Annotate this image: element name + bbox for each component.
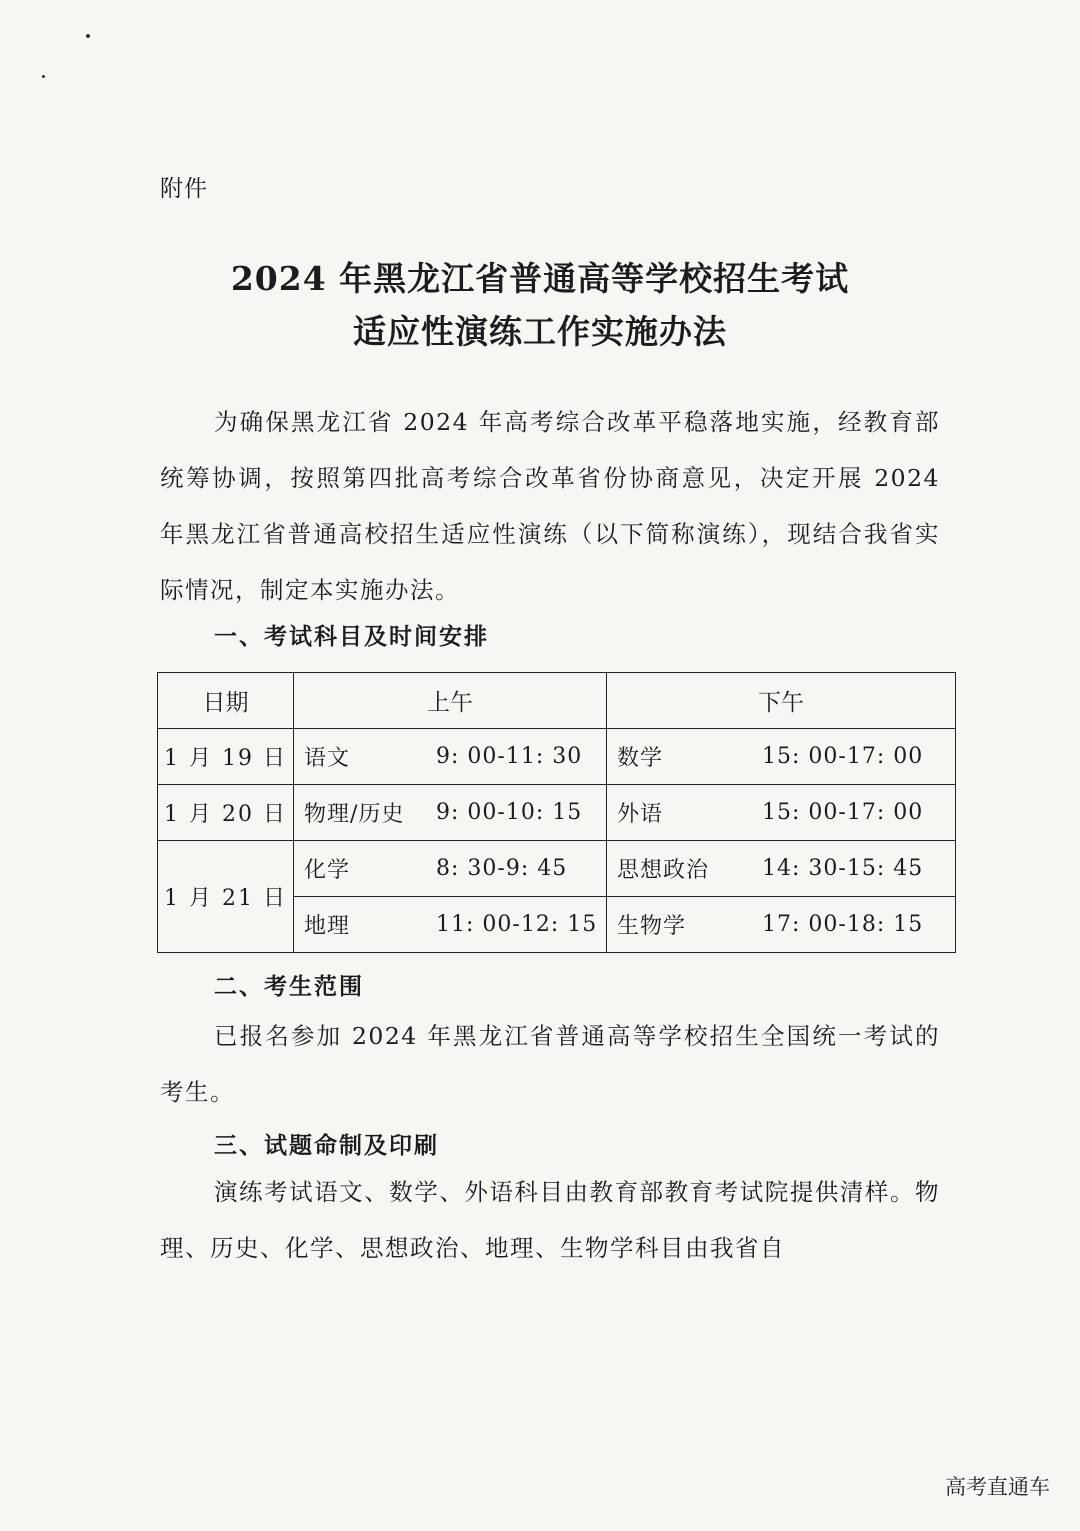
section-3-paragraph: 演练考试语文、数学、外语科目由教育部教育考试院提供清样。物理、历史、化学、思想政治、地理、生物学科目由我省自 xyxy=(160,1178,940,1262)
attachment-label: 附件 xyxy=(160,176,208,202)
source-watermark: 高考直通车 xyxy=(945,1475,1050,1499)
row-date: 1 月 21 日 xyxy=(158,841,294,953)
morning-time: 9: 00-10: 15 xyxy=(436,800,583,825)
section-2-paragraph: 已报名参加 2024 年黑龙江省普通高等学校招生全国统一考试的考生。 xyxy=(160,1022,940,1106)
afternoon-time: 14: 30-15: 45 xyxy=(762,856,924,881)
afternoon-time: 15: 00-17: 00 xyxy=(762,800,924,825)
morning-session xyxy=(294,729,607,785)
row-date: 1 月 20 日 xyxy=(158,785,294,841)
section-3-heading: 三、试题命制及印刷 xyxy=(214,1133,439,1159)
morning-session xyxy=(294,785,607,841)
afternoon-session xyxy=(607,785,956,841)
table-header-row xyxy=(158,673,956,729)
document-title-line-2: 适应性演练工作实施办法 xyxy=(353,312,727,351)
afternoon-session xyxy=(607,729,956,785)
afternoon-subject: 外语 xyxy=(617,802,664,827)
afternoon-subject: 生物学 xyxy=(617,914,687,939)
morning-subject: 地理 xyxy=(304,914,351,939)
intro-paragraph: 为确保黑龙江省 2024 年高考综合改革平稳落地实施，经教育部统筹协调，按照第四批高考综合改革省份协商意见，决定开展 2024 年黑龙江省普通高校招生适应性演练（以下简称演练），现结合我省实际情况，制定本实施办法。 xyxy=(160,408,940,604)
afternoon-subject: 思想政治 xyxy=(617,858,710,883)
morning-subject: 物理/历史 xyxy=(304,802,405,827)
scan-speck xyxy=(86,34,90,38)
table-row xyxy=(158,785,956,841)
section-2-heading: 二、考生范围 xyxy=(214,974,364,1000)
exam-schedule-table xyxy=(157,672,956,953)
section-1-heading: 一、考试科目及时间安排 xyxy=(214,624,489,650)
document-title-line-1: 2024 年黑龙江省普通高等学校招生考试 xyxy=(230,259,850,298)
afternoon-session xyxy=(607,897,956,953)
afternoon-time: 15: 00-17: 00 xyxy=(762,744,924,769)
table-row xyxy=(158,841,956,897)
morning-time: 9: 00-11: 30 xyxy=(436,744,583,769)
scan-speck xyxy=(42,75,45,78)
morning-subject: 化学 xyxy=(304,858,351,883)
afternoon-subject: 数学 xyxy=(617,746,664,771)
afternoon-time: 17: 00-18: 15 xyxy=(762,912,924,937)
morning-time: 8: 30-9: 45 xyxy=(436,856,568,881)
afternoon-session xyxy=(607,841,956,897)
morning-session xyxy=(294,897,607,953)
morning-time: 11: 00-12: 15 xyxy=(436,912,598,937)
header-morning: 上午 xyxy=(294,673,607,729)
header-afternoon: 下午 xyxy=(607,673,956,729)
morning-subject: 语文 xyxy=(304,746,351,771)
table-row xyxy=(158,729,956,785)
header-date: 日期 xyxy=(158,673,294,729)
morning-session xyxy=(294,841,607,897)
row-date: 1 月 19 日 xyxy=(158,729,294,785)
